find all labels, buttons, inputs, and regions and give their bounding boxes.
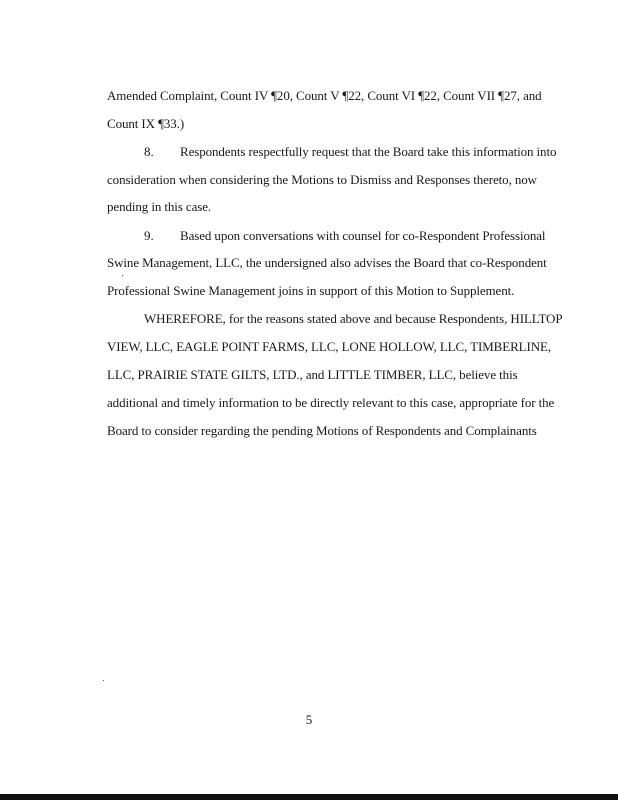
paragraph-number: 9. bbox=[144, 228, 154, 243]
text-line: consideration when considering the Motions to Dismiss and Responses thereto, now bbox=[107, 172, 537, 187]
text-line: Amended Complaint, Count IV ¶20, Count V ¶22, Count VI ¶22, Count VII ¶27, and bbox=[107, 88, 542, 103]
text-line: VIEW, LLC, EAGLE POINT FARMS, LLC, LONE HOLLOW, LLC, TIMBERLINE, bbox=[107, 339, 552, 354]
text-line: Respondents respectfully request that the Board take this information into bbox=[180, 144, 557, 159]
bottom-border bbox=[0, 794, 618, 800]
scan-speck bbox=[103, 680, 104, 681]
text-line: Swine Management, LLC, the undersigned also advises the Board that co-Respondent bbox=[107, 255, 547, 270]
text-line: pending in this case. bbox=[107, 199, 212, 214]
text-line: additional and timely information to be directly relevant to this case, appropriate for the bbox=[107, 395, 555, 410]
scan-speck bbox=[122, 275, 123, 276]
text-line: LLC, PRAIRIE STATE GILTS, LTD., and LITTLE TIMBER, LLC, believe this bbox=[107, 367, 518, 382]
text-line: Professional Swine Management joins in support of this Motion to Supplement. bbox=[107, 283, 515, 298]
page-number: 5 bbox=[305, 712, 313, 727]
text-line: Count IX ¶33.) bbox=[107, 116, 185, 131]
text-line: Board to consider regarding the pending Motions of Respondents and Complainants bbox=[107, 423, 537, 438]
text-line: Based upon conversations with counsel for co-Respondent Professional bbox=[180, 228, 546, 243]
paragraph-number: 8. bbox=[144, 144, 154, 159]
text-line: WHEREFORE, for the reasons stated above and because Respondents, HILLTOP bbox=[144, 311, 563, 326]
